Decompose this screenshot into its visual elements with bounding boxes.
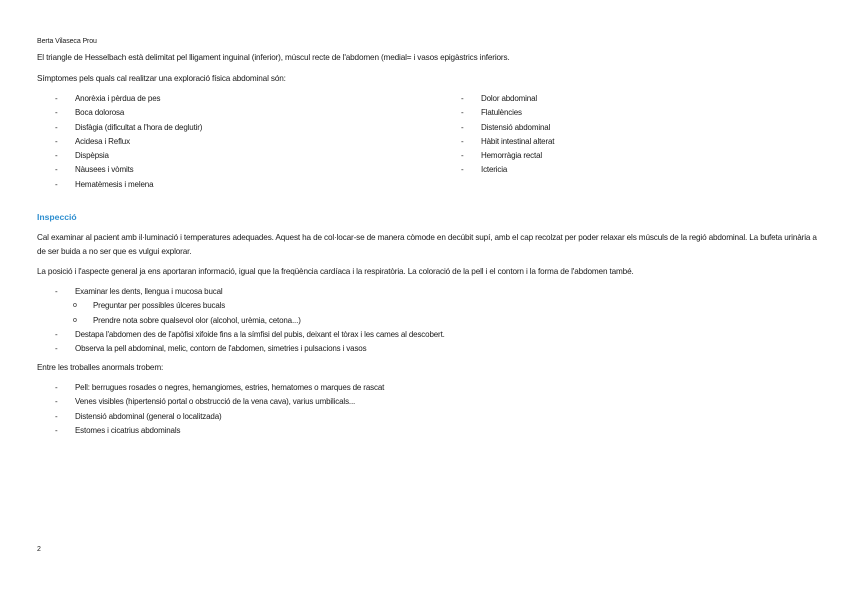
list-item: - Flatulències [461, 106, 554, 120]
sub-list [55, 299, 445, 328]
symptoms-list-right [461, 92, 554, 178]
list-item: - Disfàgia (dificultat a l'hora de deglutir) [55, 121, 202, 135]
list-item: - Anorèxia i pèrdua de pes [55, 92, 202, 106]
list-item: - Hematèmesis i melena [55, 178, 202, 192]
list-item: - Destapa l'abdomen des de l'apòfisi xifoide fins a la símfisi del pubis, deixant el tòrax i les cames al descobert. [55, 328, 445, 342]
inspection-paragraph-1: Cal examinar al pacient amb il·luminació i temperatures adequades. Aquest ha de col·locar-se de manera còmode en decúbit supí, amb el cap recolzat per poder relaxar els músculs de la regió abdominal. La bufeta urinària a de ser buida a no ser que es vulgui explorar. [37, 233, 817, 256]
list-item-text: Examinar les dents, llengua i mucosa bucal [75, 287, 223, 296]
list-item: - Dispèpsia [55, 149, 202, 163]
author-header: Berta Vilaseca Prou [37, 38, 97, 45]
inspection-list [55, 285, 445, 356]
list-item: - Venes visibles (hipertensió portal o obstrucció de la vena cava), varius umbilicals... [55, 395, 384, 409]
page-number: 2 [37, 546, 41, 553]
list-item: - Hàbit intestinal alterat [461, 135, 554, 149]
intro-paragraph: El triangle de Hesselbach està delimitat pel lligament inguinal (inferior), múscul recte de l'abdomen (medial= i vasos epigàstrics inferiors. [37, 53, 510, 62]
findings-title: Entre les troballes anormals trobem: [37, 363, 164, 372]
sub-list-item: o Preguntar per possibles úlceres bucals [55, 299, 445, 313]
list-item: - Acidesa i Reflux [55, 135, 202, 149]
list-item: - Boca dolorosa [55, 106, 202, 120]
section-heading: Inspecció [37, 212, 77, 222]
list-item: - Ictericia [461, 163, 554, 177]
sub-list-item: o Prendre nota sobre qualsevol olor (alcohol, urèmia, cetona...) [55, 314, 445, 328]
list-item: - Distensió abdominal [461, 121, 554, 135]
symptoms-title: Símptomes pels quals cal realitzar una exploració física abdominal són: [37, 74, 286, 83]
findings-list [55, 381, 384, 438]
list-item: - Pell: berrugues rosades o negres, hemangiomes, estries, hematomes o marques de rascat [55, 381, 384, 395]
list-item: - Dolor abdominal [461, 92, 554, 106]
list-item: - Estomes i cicatrius abdominals [55, 424, 384, 438]
list-item: - Distensió abdominal (general o localitzada) [55, 410, 384, 424]
list-item: - Nàusees i vòmits [55, 163, 202, 177]
list-item: - Hemorràgia rectal [461, 149, 554, 163]
symptoms-list-left [55, 92, 202, 192]
list-item [55, 285, 445, 328]
list-item: - Observa la pell abdominal, melic, contorn de l'abdomen, simetries i pulsacions i vasos [55, 342, 445, 356]
inspection-paragraph-2: La posició i l'aspecte general ja ens aportaran informació, igual que la freqüència cardíaca i la respiratòria. La coloració de la pell i el contorn i la forma de l'abdomen també. [37, 267, 634, 276]
